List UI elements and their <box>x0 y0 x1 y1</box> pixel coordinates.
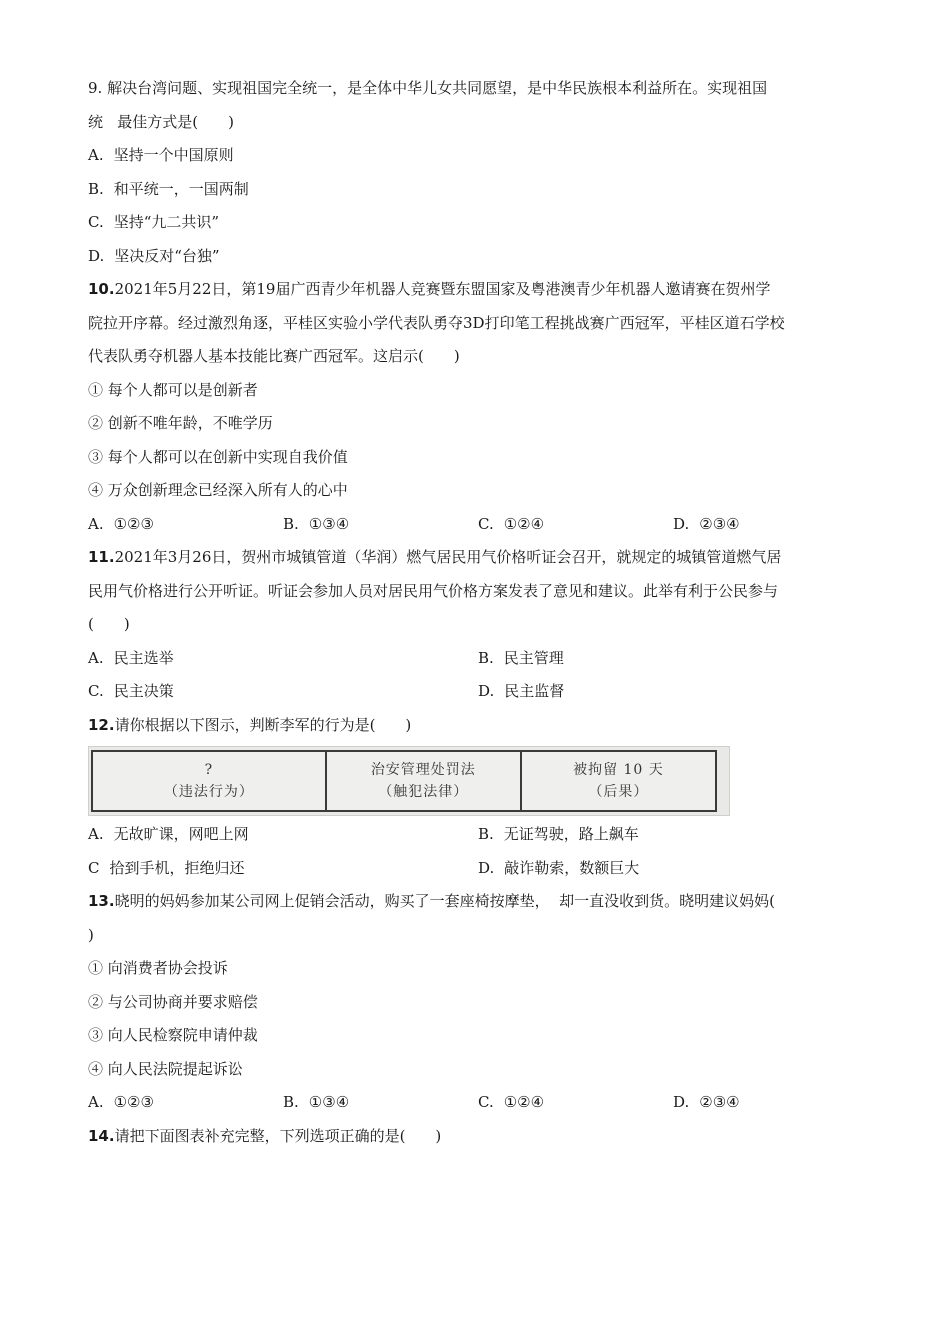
option-text: 民主决策 <box>113 682 174 700</box>
q13-number: 13. <box>88 892 115 910</box>
option-letter: D. <box>673 1093 690 1111</box>
q10-option-a[interactable] <box>88 508 283 542</box>
q11-stem-line-3: ( ) <box>88 615 130 633</box>
option-letter: C. <box>88 213 104 231</box>
option-letter: D. <box>88 246 105 265</box>
q13-item-3: ③ 向人民检察院申请仲裁 <box>88 1026 258 1044</box>
option-text: 民主监督 <box>504 682 565 700</box>
q13-option-c[interactable] <box>478 1086 673 1120</box>
q10-option-c[interactable] <box>478 508 673 542</box>
q10-option-d[interactable] <box>673 508 868 542</box>
option-letter: B. <box>283 514 299 533</box>
option-letter: A. <box>88 514 104 533</box>
q10-item-2: ② 创新不唯年龄，不唯学历 <box>88 414 273 432</box>
q11-number: 11. <box>88 548 115 566</box>
q9-stem-line-2: 统 最佳方式是( ) <box>88 112 235 131</box>
option-letter: A. <box>88 648 104 667</box>
q12-table-grid <box>91 750 717 812</box>
q10-item-1: ① 每个人都可以是创新者 <box>88 380 258 399</box>
q13-option-b[interactable] <box>283 1086 478 1120</box>
q13-stem-line-1 <box>88 885 868 919</box>
q10-text-1: 2021年5月22日，第19届广西青少年机器人竞赛暨东盟国家及粤港澳青少年机器人邀请赛在贺州学 <box>114 280 771 298</box>
exam-page <box>88 72 868 1153</box>
q12-cell-law <box>325 752 520 810</box>
q9-option-b[interactable] <box>88 173 868 207</box>
option-text: ①②③ <box>113 1093 154 1111</box>
cell-bottom: （违法行为） <box>163 784 254 800</box>
q12-options-row-2 <box>88 852 868 886</box>
option-text: 坚持“九二共识” <box>113 213 220 231</box>
q10-options <box>88 508 868 542</box>
q13-option-d[interactable] <box>673 1086 868 1120</box>
option-text: 和平统一，一国两制 <box>113 179 249 198</box>
q12-option-d[interactable] <box>478 852 868 886</box>
q9-option-d[interactable] <box>88 240 868 274</box>
q14-text-1: 请把下面图表补充完整，下列选项正确的是( ) <box>114 1126 442 1145</box>
q11-option-c[interactable] <box>88 675 478 709</box>
q12-text-1: 请你根据以下图示，判断李军的行为是( ) <box>114 715 412 734</box>
q10-stem-line-2: 院拉开序幕。经过激烈角逐，平桂区实验小学代表队勇夺3D打印笔工程挑战赛广西冠军，平桂区道石学校 <box>88 313 785 332</box>
q11-stem-line-1 <box>88 541 868 575</box>
option-letter: B. <box>283 1093 299 1111</box>
option-text: 民主选举 <box>113 648 174 667</box>
option-letter: B. <box>478 825 494 843</box>
cell-bottom: （触犯法律） <box>378 784 469 800</box>
option-letter: C <box>88 858 100 877</box>
option-letter: B. <box>88 179 104 198</box>
option-text: ①②④ <box>503 514 545 533</box>
q11-option-a[interactable] <box>88 642 478 676</box>
q9-option-a[interactable] <box>88 139 868 173</box>
q13-item-1: ① 向消费者协会投诉 <box>88 959 228 977</box>
q13-item-2: ② 与公司协商并要求赔偿 <box>88 992 258 1011</box>
option-letter: D. <box>478 858 495 877</box>
q12-option-b[interactable] <box>478 818 868 852</box>
q12-option-a[interactable] <box>88 818 478 852</box>
option-letter: C. <box>478 514 494 533</box>
q11-option-d[interactable] <box>478 675 868 709</box>
option-text: ①②③ <box>113 514 154 533</box>
option-text: 无故旷课，网吧上网 <box>113 825 249 843</box>
q12-options-row-1 <box>88 818 868 852</box>
option-letter: B. <box>478 648 494 667</box>
q11-text-1: 2021年3月26日，贺州市城镇管道（华润）燃气居民用气价格听证会召开，就规定的城镇管道燃气居 <box>114 548 782 566</box>
q13-option-a[interactable] <box>88 1086 283 1120</box>
q10-option-b[interactable] <box>283 508 478 542</box>
cell-top: 被拘留 10 天 <box>573 762 664 778</box>
option-text: 坚决反对“台独” <box>114 246 220 265</box>
option-letter: C. <box>478 1093 494 1111</box>
q11-options-row-2 <box>88 675 868 709</box>
option-letter: D. <box>478 682 495 700</box>
option-text: ②③④ <box>699 1093 740 1111</box>
option-letter: A. <box>88 146 104 164</box>
q11-option-b[interactable] <box>478 642 868 676</box>
q12-number: 12. <box>88 715 115 734</box>
cell-top: ? <box>204 762 214 778</box>
cell-bottom: （后果） <box>588 784 649 800</box>
option-text: 坚持一个中国原则 <box>113 146 234 164</box>
q10-item-3: ③ 每个人都可以在创新中实现自我价值 <box>88 447 348 466</box>
option-letter: A. <box>88 1093 104 1111</box>
option-text: 民主管理 <box>503 648 564 667</box>
q12-diagram-table <box>88 746 730 816</box>
q11-options-row-1 <box>88 642 868 676</box>
option-text: ①③④ <box>308 514 350 533</box>
q12-cell-consequence <box>520 752 715 810</box>
q10-stem-line-3: 代表队勇夺机器人基本技能比赛广西冠军。这启示( ) <box>88 347 460 365</box>
q10-number: 10. <box>88 280 115 298</box>
option-text: ①②④ <box>503 1093 545 1111</box>
option-text: 无证驾驶，路上飙车 <box>503 825 639 843</box>
q14-stem-line-1 <box>88 1120 868 1154</box>
option-letter: C. <box>88 682 104 700</box>
option-letter: D. <box>673 514 690 533</box>
q13-stem-line-2: ) <box>88 925 94 944</box>
option-letter: A. <box>88 825 104 843</box>
q9-option-c[interactable] <box>88 206 868 240</box>
q9-stem-line-1: 9. 解决台湾问题、实现祖国完全统一，是全体中华儿女共同愿望，是中华民族根本利益所在。实现祖国 <box>88 79 768 97</box>
q11-stem-line-2: 民用气价格进行公开听证。听证会参加人员对居民用气价格方案发表了意见和建议。此举有利于公民参与 <box>88 581 779 600</box>
q10-stem-line-1 <box>88 273 868 307</box>
q14-number: 14. <box>88 1126 115 1145</box>
option-text: 敲诈勒索，数额巨大 <box>504 858 640 877</box>
q10-item-4: ④ 万众创新理念已经深入所有人的心中 <box>88 481 348 499</box>
option-text: 拾到手机，拒绝归还 <box>109 858 245 877</box>
option-text: ②③④ <box>699 514 740 533</box>
q12-stem-line-1 <box>88 709 868 743</box>
q12-option-c[interactable] <box>88 852 478 886</box>
q13-text-1: 晓明的妈妈参加某公司网上促销会活动，购买了一套座椅按摩垫， 却一直没收到货。晓明建议妈妈( <box>114 892 775 910</box>
cell-top: 治安管理处罚法 <box>370 762 476 778</box>
q13-item-4: ④ 向人民法院提起诉讼 <box>88 1059 243 1078</box>
q12-cell-violation <box>93 752 325 810</box>
q13-options <box>88 1086 868 1120</box>
option-text: ①③④ <box>308 1093 350 1111</box>
